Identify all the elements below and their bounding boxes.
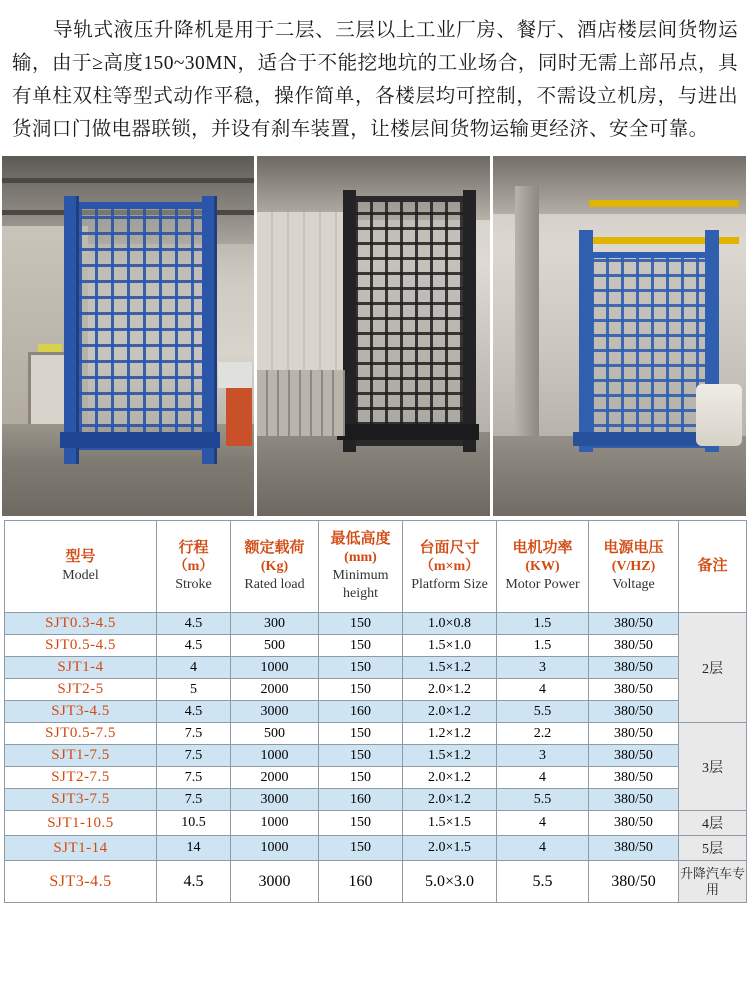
cell-stroke: 4.5 — [157, 635, 231, 657]
table-row — [5, 723, 747, 745]
cell-minh: 160 — [319, 701, 403, 723]
column-header-model — [5, 521, 157, 613]
table-row — [5, 861, 747, 903]
cell-power: 5.5 — [497, 789, 589, 811]
cell-minh: 150 — [319, 836, 403, 861]
cell-size: 2.0×1.2 — [403, 679, 497, 701]
cell-stroke: 4.5 — [157, 613, 231, 635]
header-unit-power: (KW) — [525, 559, 560, 574]
cell-model: SJT0.3-4.5 — [5, 613, 157, 635]
cell-power: 1.5 — [497, 635, 589, 657]
cell-stroke: 7.5 — [157, 767, 231, 789]
table-row — [5, 701, 747, 723]
cell-load: 1000 — [231, 745, 319, 767]
header-cn-minh: 最低高度 — [330, 531, 391, 547]
photo2-platform — [337, 424, 479, 440]
intro-paragraph — [0, 0, 750, 156]
cell-load: 500 — [231, 635, 319, 657]
cell-minh: 150 — [319, 723, 403, 745]
cell-model: SJT1-7.5 — [5, 745, 157, 767]
photo1-lift-cage — [72, 202, 210, 450]
table-header — [5, 521, 747, 613]
cell-model: SJT1-14 — [5, 836, 157, 861]
cell-model: SJT2-7.5 — [5, 767, 157, 789]
cell-stroke: 7.5 — [157, 789, 231, 811]
cell-stroke: 7.5 — [157, 745, 231, 767]
cell-voltage: 380/50 — [589, 723, 679, 745]
cell-load: 3000 — [231, 789, 319, 811]
table-row — [5, 745, 747, 767]
cell-stroke: 5 — [157, 679, 231, 701]
table-row — [5, 657, 747, 679]
specification-table — [4, 520, 747, 903]
cell-load: 3000 — [231, 861, 319, 903]
cell-voltage: 380/50 — [589, 836, 679, 861]
cell-size: 1.2×1.2 — [403, 723, 497, 745]
header-cn-remark: 备注 — [697, 558, 728, 574]
column-header-motor-power — [497, 521, 589, 613]
cell-remark-4-floors: 4层 — [679, 811, 747, 836]
cell-stroke: 4.5 — [157, 701, 231, 723]
cell-load: 1000 — [231, 836, 319, 861]
header-unit-voltage: (V/HZ) — [611, 559, 656, 574]
cell-size: 2.0×1.2 — [403, 701, 497, 723]
cell-voltage: 380/50 — [589, 861, 679, 903]
cell-model: SJT3-4.5 — [5, 701, 157, 723]
cell-minh: 160 — [319, 789, 403, 811]
cell-size: 1.5×1.2 — [403, 657, 497, 679]
cell-model: SJT3-7.5 — [5, 789, 157, 811]
cell-voltage: 380/50 — [589, 811, 679, 836]
cell-power: 4 — [497, 836, 589, 861]
cell-voltage: 380/50 — [589, 679, 679, 701]
header-en-model: Model — [62, 568, 99, 583]
cell-model: SJT1-4 — [5, 657, 157, 679]
photo3-goods-bag — [696, 384, 742, 446]
cell-remark-car-lift: 升降汽车专用 — [679, 861, 747, 903]
header-en-power: Motor Power — [505, 577, 580, 592]
table-row — [5, 789, 747, 811]
header-unit-size: （m×m） — [419, 559, 480, 574]
column-header-voltage — [589, 521, 679, 613]
photo3-lift-cage — [585, 252, 713, 448]
cell-size: 1.5×1.0 — [403, 635, 497, 657]
cell-load: 500 — [231, 723, 319, 745]
cell-power: 4 — [497, 767, 589, 789]
cell-model: SJT3-4.5 — [5, 861, 157, 903]
photo-strip — [0, 156, 750, 516]
cell-size: 1.5×1.2 — [403, 745, 497, 767]
column-header-platform-size — [403, 521, 497, 613]
cell-load: 1000 — [231, 811, 319, 836]
header-cn-load: 额定载荷 — [244, 540, 305, 556]
cell-load: 2000 — [231, 767, 319, 789]
cell-model: SJT0.5-7.5 — [5, 723, 157, 745]
header-en-voltage: Voltage — [612, 577, 655, 592]
cell-minh: 150 — [319, 657, 403, 679]
photo2-guide-rail-right — [463, 190, 476, 452]
header-cn-size: 台面尺寸 — [419, 540, 480, 556]
cell-size: 2.0×1.2 — [403, 767, 497, 789]
spec-table-wrapper — [0, 516, 750, 909]
photo3-guide-rail-left — [579, 230, 593, 452]
cell-remark-2-floors: 2层 — [679, 613, 747, 723]
cell-minh: 150 — [319, 745, 403, 767]
photo3-column — [515, 186, 539, 446]
cell-voltage: 380/50 — [589, 657, 679, 679]
cell-power: 1.5 — [497, 613, 589, 635]
cell-load: 300 — [231, 613, 319, 635]
header-cn-model: 型号 — [65, 549, 96, 565]
cell-remark-5-floors: 5层 — [679, 836, 747, 861]
photo1-goods-box — [218, 362, 252, 388]
photo1-hand-truck — [226, 388, 252, 446]
cell-stroke: 10.5 — [157, 811, 231, 836]
header-unit-load: (Kg) — [260, 559, 289, 574]
cell-minh: 150 — [319, 767, 403, 789]
cell-minh: 150 — [319, 635, 403, 657]
photo1-guide-rail-left — [64, 196, 79, 464]
cell-model: SJT0.5-4.5 — [5, 635, 157, 657]
photo2-lift-cage — [349, 196, 471, 446]
cell-stroke: 14 — [157, 836, 231, 861]
header-cn-stroke: 行程 — [178, 540, 209, 556]
cell-model: SJT1-10.5 — [5, 811, 157, 836]
table-header-row — [5, 521, 747, 613]
table-row — [5, 635, 747, 657]
cell-power: 4 — [497, 679, 589, 701]
product-photo-3 — [493, 156, 746, 516]
cell-stroke: 4.5 — [157, 861, 231, 903]
cell-power: 3 — [497, 745, 589, 767]
cell-size: 5.0×3.0 — [403, 861, 497, 903]
cell-remark-3-floors: 3层 — [679, 723, 747, 811]
header-cn-power: 电机功率 — [512, 540, 573, 556]
cell-size: 1.0×0.8 — [403, 613, 497, 635]
product-photo-1 — [2, 156, 254, 516]
cell-power: 4 — [497, 811, 589, 836]
cell-power: 2.2 — [497, 723, 589, 745]
cell-minh: 160 — [319, 861, 403, 903]
cell-voltage: 380/50 — [589, 635, 679, 657]
cell-power: 3 — [497, 657, 589, 679]
product-photo-2 — [257, 156, 490, 516]
intro-text: 导轨式液压升降机是用于二层、三层以上工业厂房、餐厅、酒店楼层间货物运输，由于≥高度150~30MN，适合于不能挖地坑的工业场合，同时无需上部吊点，具有单柱双柱等型式动作平稳，操作简单，各楼层均可控制，不需设立机房，与进出货洞口门做电器联锁，并设有刹车装置，让楼层间货物运输更经济、安全可靠。 — [12, 20, 738, 140]
photo1-roof-beam — [2, 178, 254, 183]
cell-voltage: 380/50 — [589, 701, 679, 723]
column-header-minimum-height — [319, 521, 403, 613]
column-header-stroke — [157, 521, 231, 613]
cell-stroke: 4 — [157, 657, 231, 679]
cell-voltage: 380/50 — [589, 745, 679, 767]
photo1-guide-rail-right — [202, 196, 217, 464]
table-row — [5, 679, 747, 701]
cell-size: 2.0×1.2 — [403, 789, 497, 811]
column-header-rated-load — [231, 521, 319, 613]
header-unit-stroke: （m） — [173, 559, 214, 574]
header-cn-voltage: 电源电压 — [603, 540, 664, 556]
table-row — [5, 613, 747, 635]
header-en-size: Platform Size — [411, 577, 488, 592]
cell-load: 2000 — [231, 679, 319, 701]
cell-load: 1000 — [231, 657, 319, 679]
cell-voltage: 380/50 — [589, 613, 679, 635]
cell-stroke: 7.5 — [157, 723, 231, 745]
cell-minh: 150 — [319, 811, 403, 836]
cell-size: 2.0×1.5 — [403, 836, 497, 861]
header-en-minh: Minimum height — [332, 568, 389, 601]
photo1-platform — [60, 432, 220, 448]
cell-minh: 150 — [319, 679, 403, 701]
header-unit-minh: (mm) — [344, 550, 377, 565]
cell-minh: 150 — [319, 613, 403, 635]
table-row — [5, 767, 747, 789]
cell-load: 3000 — [231, 701, 319, 723]
table-row — [5, 811, 747, 836]
cell-voltage: 380/50 — [589, 789, 679, 811]
photo2-safety-barrier — [257, 370, 345, 436]
cell-power: 5.5 — [497, 861, 589, 903]
cell-voltage: 380/50 — [589, 767, 679, 789]
cell-size: 1.5×1.5 — [403, 811, 497, 836]
table-row — [5, 836, 747, 861]
header-en-stroke: Stroke — [175, 577, 212, 592]
table-body — [5, 613, 747, 903]
cell-model: SJT2-5 — [5, 679, 157, 701]
column-header-remark — [679, 521, 747, 613]
header-en-load: Rated load — [244, 577, 305, 592]
cell-power: 5.5 — [497, 701, 589, 723]
